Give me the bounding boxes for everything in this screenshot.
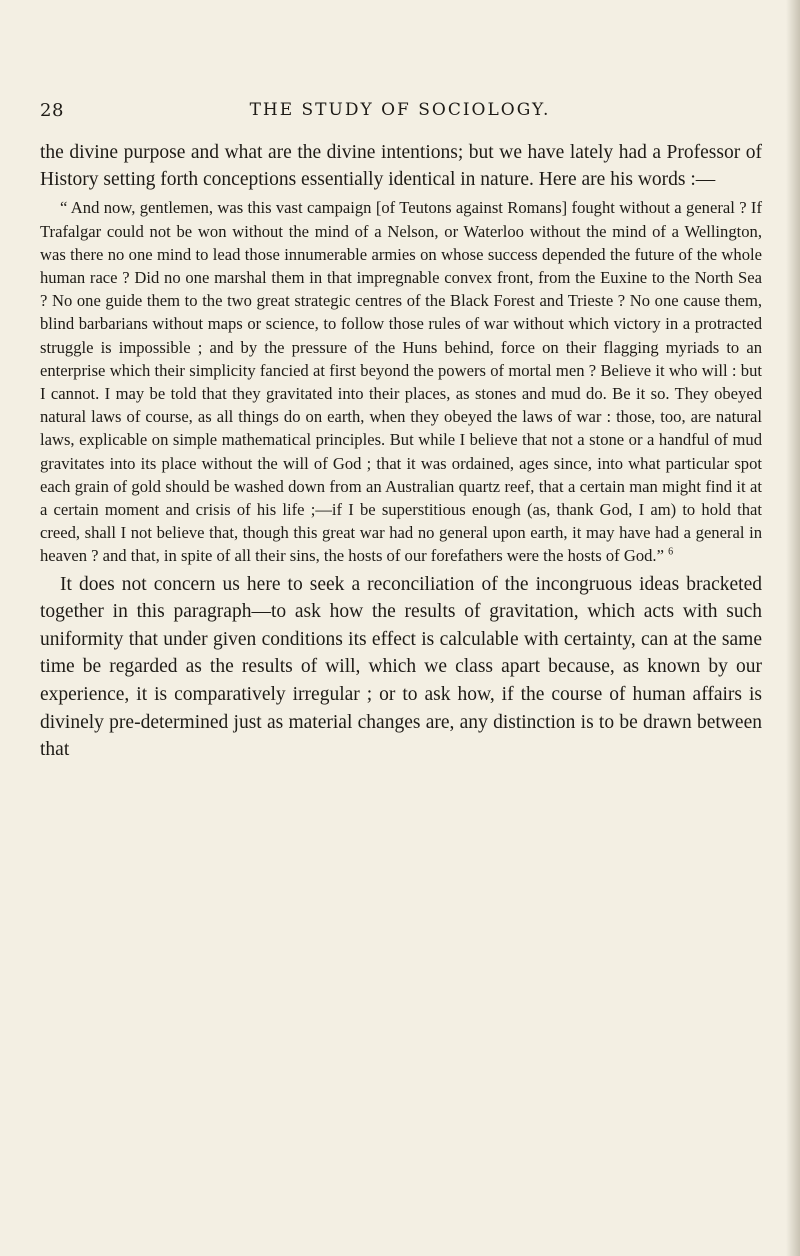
body-paragraph: It does not concern us here to seek a reconciliation of the incongruous ideas bracketed together in this paragraph—to ask how the results of gravitation, which acts with such uniformity that under given conditions its effect is calculable with certainty, can at the same time be regarded as the results of will, which we class apart because, as known by our experience, it is comparatively irregular ; or to ask how, if the course of human affairs is divinely pre-determined just as material changes are, any distinction is to be drawn between that (40, 573, 762, 761)
page-header (40, 100, 760, 130)
block-quote (40, 196, 762, 567)
page-number: 28 (40, 100, 64, 121)
text-block (40, 139, 762, 764)
intro-paragraph: the divine purpose and what are the divine intentions; but we have lately had a Professor of History setting forth conceptions essentially identical in nature. Here are his words :— (40, 142, 762, 191)
running-title: THE STUDY OF SOCIOLOGY. (249, 100, 551, 120)
page-edge-shadow (786, 0, 800, 1256)
footnote-marker: 6 (668, 546, 674, 558)
quote-text: “ And now, gentlemen, was this vast campaign [of Teutons against Romans] fought without a general ? If Trafalgar could not be won without the mind of a Nelson, or Waterloo without the mind of a Wellington, was there no one mind to lead those innumerable armies on whose success depended the future of the whole human race ? Did no one marshal them in that impregnable convex front, from the Euxine to the North Sea ? No one guide them to the two great strategic centres of the Black Forest and Trieste ? No one cause them, blind barbarians without maps or science, to follow those rules of war without which victory in a protracted struggle is impossible ; and by the pressure of the Huns behind, force on their flagging myriads to an enterprise which their simplicity fancied at first beyond the powers of mortal men ? Believe it who will : but I cannot. I may be told that they gravitated into their places, as stones and mud do. Be it so. They obeyed natural laws of course, as all things do on earth, when they obeyed the laws of war : those, too, are natural laws, explicable on simple mathematical principles. But while I believe that not a stone or a handful of mud gravitates into its place without the will of God ; that it was ordained, ages since, into what particular spot each grain of gold should be washed down from an Australian quartz reef, that a certain man might find it at a certain moment and crisis of his life ;—if I be superstitious enough (as, thank God, I am) to hold that creed, shall I not believe that, though this great war had no general upon earth, it may have had a general in heaven ? and that, in spite of all their sins, the hosts of our forefathers were the hosts of God.” (40, 198, 762, 566)
